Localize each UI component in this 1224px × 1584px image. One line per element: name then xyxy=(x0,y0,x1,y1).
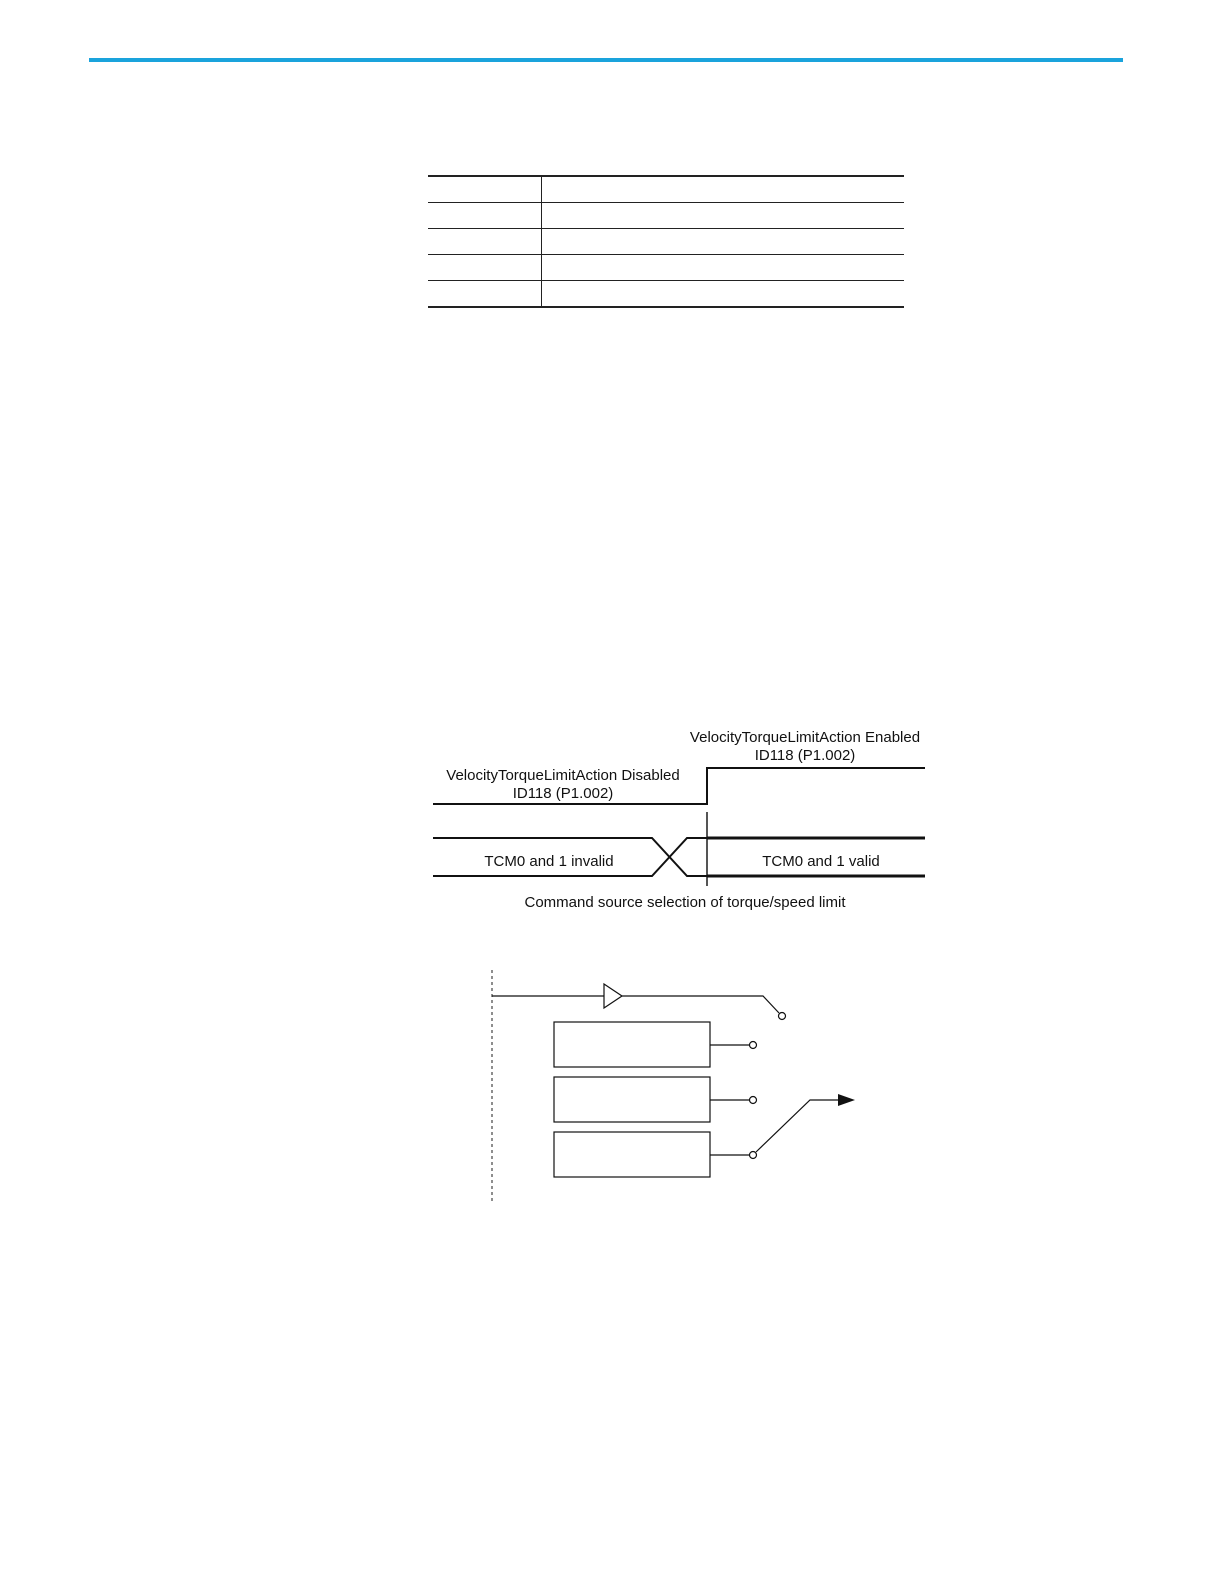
enabled-param: ID118 (P1.002) xyxy=(754,747,856,764)
buffer-output-line xyxy=(622,996,779,1013)
valid-label: TCM0 and 1 valid xyxy=(762,853,880,870)
switch-terminal-2 xyxy=(750,1042,757,1049)
block-3 xyxy=(554,1132,710,1177)
switch-terminal-3 xyxy=(750,1097,757,1104)
buffer-triangle-icon xyxy=(604,984,622,1008)
block-2 xyxy=(554,1077,710,1122)
enabled-label: VelocityTorqueLimitAction Enabled xyxy=(689,729,921,746)
block-1 xyxy=(554,1022,710,1067)
block-diagram xyxy=(492,970,855,1202)
switch-terminal-4 xyxy=(750,1152,757,1159)
timing-caption: Command source selection of torque/speed limit xyxy=(524,894,846,911)
switch-terminal-1 xyxy=(779,1013,786,1020)
selector-switch-icon xyxy=(756,1100,838,1152)
disabled-param: ID118 (P1.002) xyxy=(512,785,614,802)
timing-diagram xyxy=(433,729,925,911)
invalid-label: TCM0 and 1 invalid xyxy=(484,853,614,870)
output-arrow-icon xyxy=(838,1094,855,1106)
disabled-label: VelocityTorqueLimitAction Disabled xyxy=(446,767,680,784)
